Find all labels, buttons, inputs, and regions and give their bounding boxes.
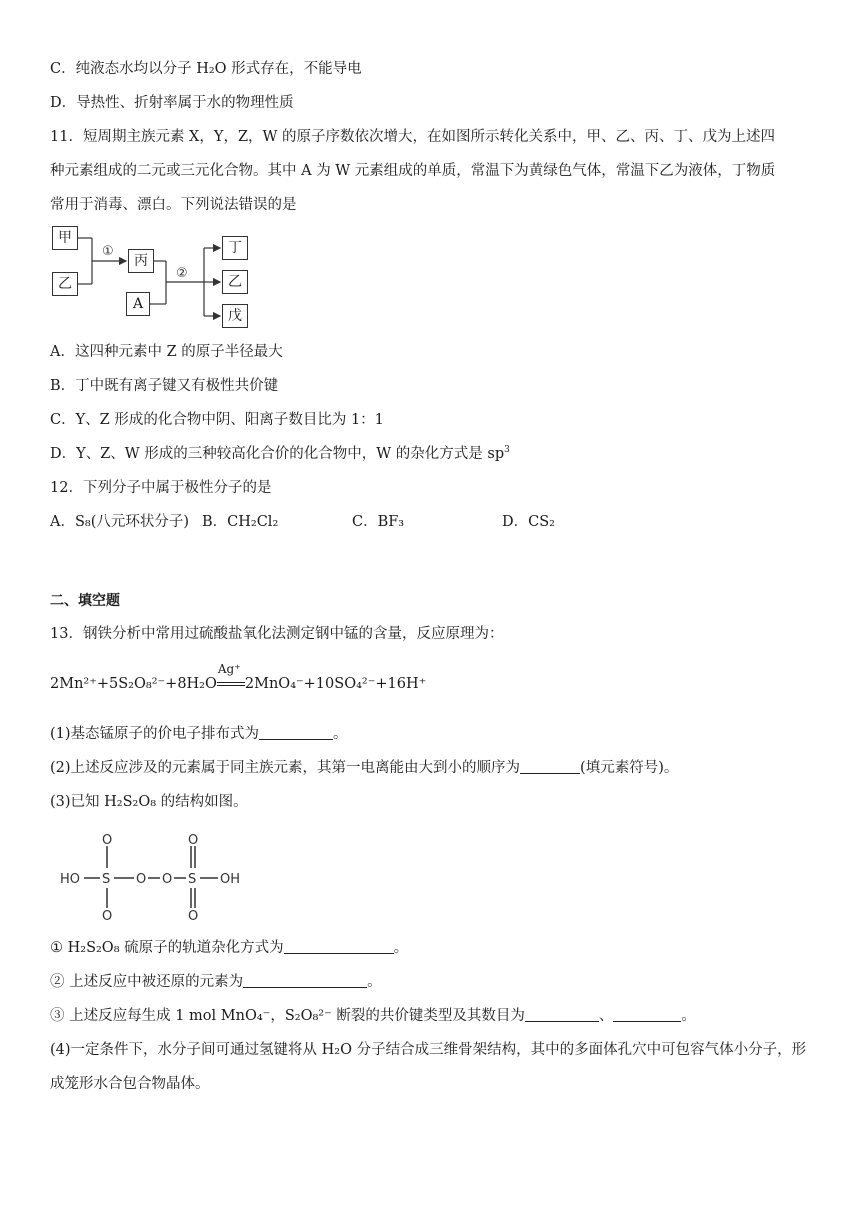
- q13-sub2-text: ② 上述反应中被还原的元素为: [50, 974, 244, 990]
- q13-sub1-text: ① H₂S₂O₈ 硫原子的轨道杂化方式为: [50, 940, 284, 956]
- q13-sub3-text: ③ 上述反应每生成 1 mol MnO₄⁻，S₂O₈²⁻ 断裂的共价键类型及其数目为: [50, 1008, 525, 1024]
- q11-option-d: [50, 444, 510, 464]
- box-yi-left: 乙: [52, 272, 78, 296]
- ho-group: HO: [60, 872, 81, 887]
- answer-blank-3[interactable]: [284, 939, 394, 954]
- q13-part1-end: 。: [333, 726, 348, 742]
- oxygen-top-1: O: [102, 833, 113, 848]
- q13-sub3: [50, 1006, 696, 1026]
- catalyst-label: Ag⁺: [217, 662, 241, 676]
- step1-label: ①: [102, 244, 114, 259]
- h2s2o8-structure: [56, 828, 256, 924]
- sulfur-atom-1: S: [102, 872, 111, 887]
- q13-sub1-end: 。: [393, 940, 409, 956]
- q12-option-d: D．CS₂: [502, 514, 555, 530]
- q11-option-c: C．Y、Z 形成的化合物中阴、阳离子数目比为 1：1: [50, 412, 384, 428]
- q13-part2-end: (填元素符号)。: [580, 760, 679, 776]
- q12-option-a: A．S₈(八元环状分子): [50, 514, 190, 530]
- q10-option-d: D．导热性、折射率属于水的物理性质: [50, 95, 294, 111]
- oxygen-bottom-1: O: [102, 909, 113, 924]
- equation-arrow: [217, 662, 245, 691]
- q12-options: [50, 512, 555, 532]
- q12-option-c: C．BF₃: [352, 514, 405, 530]
- oh-group: OH: [220, 872, 241, 887]
- step2-label: ②: [176, 266, 188, 281]
- q13-part1: [50, 724, 348, 744]
- q11-option-d-text: D．Y、Z、W 形成的三种较高化合价的化合物中，W 的杂化方式是 sp: [50, 446, 505, 462]
- equation-right: 2MnO₄⁻+10SO₄²⁻+16H⁺: [244, 676, 427, 692]
- sulfur-atom-2: S: [188, 872, 197, 887]
- structure-drawing: [56, 828, 256, 924]
- box-yi-right: 乙: [222, 270, 248, 294]
- box-wu: 戊: [222, 304, 248, 328]
- q13-sub3-separator: 、: [598, 1008, 614, 1024]
- oxygen-bottom-2: O: [188, 909, 199, 924]
- q10-option-c: C．纯液态水均以分子 H₂O 形式存在，不能导电: [50, 61, 362, 77]
- q13-sub2: [50, 972, 382, 992]
- q13-sub3-end: 。: [681, 1008, 696, 1024]
- q11-stem-line3: 常用于消毒、漂白。下列说法错误的是: [50, 197, 297, 213]
- q11-option-b: B．丁中既有离子键又有极性共价键: [50, 378, 279, 394]
- q12-option-b: B．CH₂Cl₂: [202, 514, 279, 530]
- answer-blank-1[interactable]: [259, 725, 333, 740]
- q13-stem: 13．钢铁分析中常用过硫酸盐氧化法测定钢中锰的含量，反应原理为：: [50, 626, 504, 642]
- q13-part3: (3)已知 H₂S₂O₈ 的结构如图。: [50, 794, 248, 810]
- q11-stem-line2: 种元素组成的二元或三元化合物。其中 A 为 W 元素组成的单质，常温下为黄绿色气体，常温下乙为液体，丁物质: [50, 163, 776, 179]
- q13-part2: [50, 758, 678, 778]
- q11-transformation-diagram: [50, 224, 260, 332]
- answer-blank-5[interactable]: [525, 1007, 599, 1022]
- box-ding: 丁: [222, 236, 248, 260]
- sp3-superscript: 3: [504, 445, 510, 456]
- reaction-equation: [50, 662, 427, 694]
- q11-stem-line1: 11．短周期主族元素 X，Y，Z，W 的原子序数依次增大，在如图所示转化关系中，甲、乙、丙、丁、戊为上述四: [50, 129, 776, 145]
- answer-blank-2[interactable]: [520, 759, 580, 774]
- q13-sub1: [50, 938, 408, 958]
- answer-blank-6[interactable]: [613, 1007, 681, 1022]
- oxygen-bridge-2: O: [162, 872, 173, 887]
- box-bing: 丙: [128, 249, 154, 273]
- box-jia: 甲: [52, 226, 78, 250]
- q13-part1-text: (1)基态锰原子的价电子排布式为: [50, 726, 260, 742]
- oxygen-bridge-1: O: [136, 872, 147, 887]
- q13-part4: (4)一定条件下，水分子间可通过氢键将从 H₂O 分子结合成三维骨架结构，其中的多面体孔穴中可包容气体小分子，形成笼形水合包合物晶体。: [50, 1042, 807, 1092]
- section-heading: 二、填空题: [50, 593, 120, 609]
- q13-sub2-end: 。: [367, 974, 382, 990]
- q13-part2-text: (2)上述反应涉及的元素属于同主族元素，其第一电离能由大到小的顺序为: [50, 760, 521, 776]
- box-a: A: [126, 292, 150, 316]
- q12-stem: 12．下列分子中属于极性分子的是: [50, 480, 272, 496]
- answer-blank-4[interactable]: [243, 973, 367, 988]
- oxygen-top-2: O: [188, 833, 199, 848]
- q11-option-a: A．这四种元素中 Z 的原子半径最大: [50, 344, 283, 360]
- equation-left: 2Mn²⁺+5S₂O₈²⁻+8H₂O: [50, 676, 217, 692]
